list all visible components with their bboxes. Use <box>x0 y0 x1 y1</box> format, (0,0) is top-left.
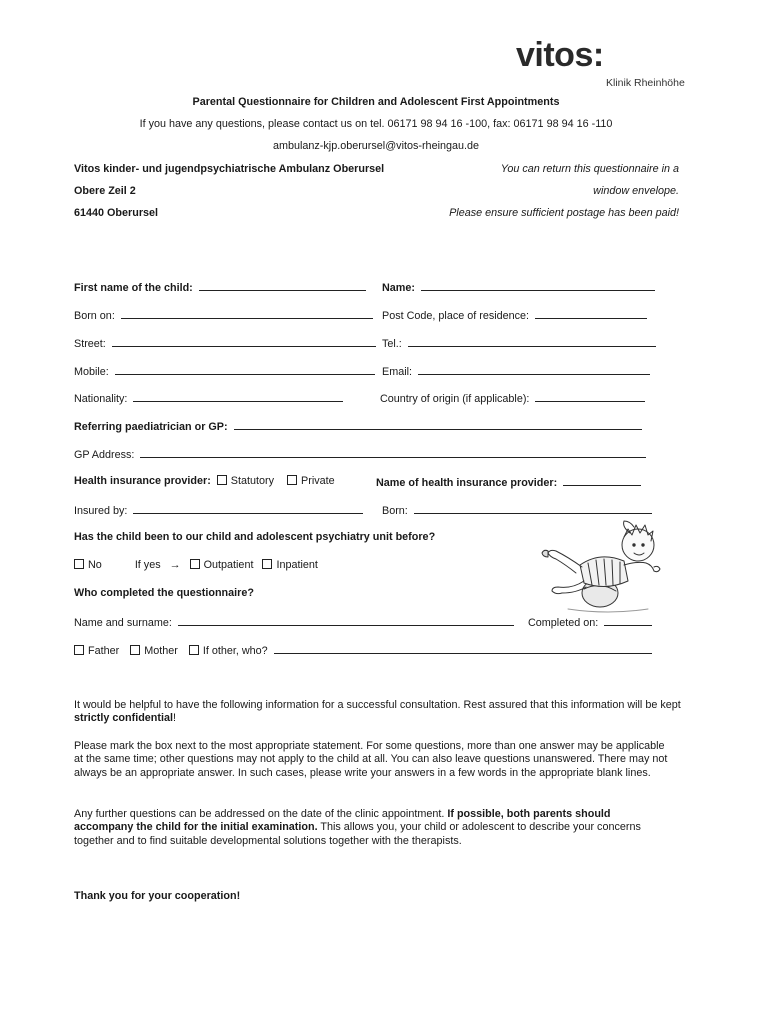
both-parents-text: If possible, both parents should accompany the child for the initial examination. <box>74 808 611 834</box>
first-name-line[interactable] <box>199 280 366 291</box>
other-checkbox[interactable] <box>189 645 199 655</box>
first-name-field[interactable] <box>74 280 366 295</box>
mother-checkbox[interactable] <box>130 645 140 655</box>
born-line[interactable] <box>414 503 652 514</box>
name-field[interactable] <box>382 280 655 295</box>
no-checkbox[interactable] <box>74 559 84 569</box>
referring-line[interactable] <box>234 419 642 430</box>
country-label: Country of origin (if applicable): <box>380 393 530 405</box>
street-field[interactable] <box>74 336 376 351</box>
name-label: Name: <box>382 282 416 294</box>
outpatient-checkbox[interactable] <box>190 559 200 569</box>
intro-end: ! <box>173 712 176 725</box>
statutory-label: Statutory <box>230 475 275 487</box>
previous-visit-options <box>74 559 318 572</box>
mother-label: Mother <box>144 645 178 657</box>
child-illustration <box>538 515 678 615</box>
street-line[interactable] <box>112 336 376 347</box>
mobile-label: Mobile: <box>74 366 109 378</box>
street-label: Street: <box>74 338 106 350</box>
statutory-checkbox[interactable] <box>217 475 227 485</box>
mobile-line[interactable] <box>115 364 375 375</box>
father-label: Father <box>88 645 120 657</box>
insured-by-field[interactable] <box>74 503 363 518</box>
completed-on-field[interactable] <box>528 615 652 630</box>
inpatient-label: Inpatient <box>276 559 318 571</box>
gp-address-label: GP Address: <box>74 449 135 461</box>
name-surname-field[interactable] <box>74 615 514 630</box>
insured-by-line[interactable] <box>133 503 363 514</box>
further-questions-text: Any further questions can be addressed on the date of the clinic appointment. <box>74 808 448 820</box>
post-code-label: Post Code, place of residence: <box>382 310 530 322</box>
first-name-label: First name of the child: <box>74 282 193 294</box>
completed-by-options <box>74 643 652 658</box>
referring-label: Referring paediatrician or GP: <box>74 421 228 433</box>
insurance-name-line[interactable] <box>563 475 641 486</box>
country-field[interactable] <box>380 391 645 406</box>
post-code-field[interactable] <box>382 308 647 323</box>
insurance-name-label: Name of health insurance provider: <box>376 477 558 489</box>
if-yes-label: If yes <box>134 559 161 571</box>
post-code-line[interactable] <box>535 308 647 319</box>
confidential-text: strictly confidential <box>74 712 173 725</box>
name-surname-label: Name and surname: <box>74 617 172 629</box>
contact-line: If you have any questions, please contact us on tel. 06171 98 94 16 -100, fax: 06171 98 94 16 -110 <box>139 118 613 130</box>
born-label: Born: <box>382 505 408 517</box>
tel-label: Tel.: <box>382 338 402 350</box>
nationality-field[interactable] <box>74 391 343 406</box>
document-title: Parental Questionnaire for Children and Adolescent First Appointments <box>192 96 560 108</box>
address-line-1: Vitos kinder- und jugendpsychiatrische Ambulanz Oberursel <box>74 163 385 175</box>
private-checkbox[interactable] <box>287 475 297 485</box>
gp-address-field[interactable] <box>74 447 646 462</box>
outpatient-label: Outpatient <box>203 559 254 571</box>
clinic-name: Klinik Rheinhöhe <box>606 77 685 89</box>
insurance-name-field[interactable] <box>376 475 641 490</box>
instructions-paragraph: Please mark the box next to the most appropriate statement. For some questions, more than one answer may be applicable at the same time; other questions may not apply to the child at all. You can also leave questions unanswered. There may not always be an appropriate answer. In such cases, please write your answers in a few words in the appropriate blank lines. <box>74 740 668 779</box>
return-note-2: window envelope. <box>593 185 679 197</box>
previous-visit-question: Has the child been to our child and adolescent psychiatry unit before? <box>74 531 436 543</box>
name-surname-line[interactable] <box>178 615 514 626</box>
insurance-field <box>74 475 335 488</box>
completed-by-question: Who completed the questionnaire? <box>74 587 254 599</box>
country-line[interactable] <box>535 391 645 402</box>
mobile-field[interactable] <box>74 364 375 379</box>
email-field[interactable] <box>382 364 650 379</box>
born-on-field[interactable] <box>74 308 373 323</box>
email-label: Email: <box>382 366 412 378</box>
private-label: Private <box>301 475 335 487</box>
born-on-line[interactable] <box>121 308 373 319</box>
inpatient-checkbox[interactable] <box>262 559 272 569</box>
no-label: No <box>88 559 102 571</box>
other-line[interactable] <box>274 643 652 654</box>
nationality-line[interactable] <box>133 391 343 402</box>
father-checkbox[interactable] <box>74 645 84 655</box>
intro-text: It would be helpful to have the following information for a successful consultation. Rest assured that this information will be kept <box>74 699 681 711</box>
further-questions-end: This allows you, your child or adolescent to describe your concerns together and to find suitable developmental solutions together with the therapists. <box>74 821 641 847</box>
further-questions-paragraph <box>74 808 664 848</box>
return-note-3: Please ensure sufficient postage has been paid! <box>449 207 679 219</box>
return-note-1: You can return this questionnaire in a <box>500 163 679 175</box>
nationality-label: Nationality: <box>74 393 128 405</box>
tel-line[interactable] <box>408 336 656 347</box>
address-line-2: Obere Zeil 2 <box>74 185 136 197</box>
vitos-logo: vitos: <box>516 36 604 74</box>
other-label: If other, who? <box>202 645 268 657</box>
gp-address-line[interactable] <box>140 447 646 458</box>
email-line[interactable] <box>418 364 650 375</box>
born-on-label: Born on: <box>74 310 115 322</box>
thank-you-text: Thank you for your cooperation! <box>74 890 241 902</box>
insured-by-label: Insured by: <box>74 505 128 517</box>
tel-field[interactable] <box>382 336 656 351</box>
referring-field[interactable] <box>74 419 642 434</box>
address-line-3: 61440 Oberursel <box>74 207 159 219</box>
intro-paragraph <box>74 699 684 726</box>
arrow-right-icon: → <box>169 559 181 571</box>
name-line[interactable] <box>421 280 655 291</box>
insurance-label: Health insurance provider: <box>74 475 211 487</box>
completed-on-label: Completed on: <box>528 617 599 629</box>
completed-on-line[interactable] <box>604 615 652 626</box>
contact-email: ambulanz-kjp.oberursel@vitos-rheingau.de <box>272 140 479 152</box>
